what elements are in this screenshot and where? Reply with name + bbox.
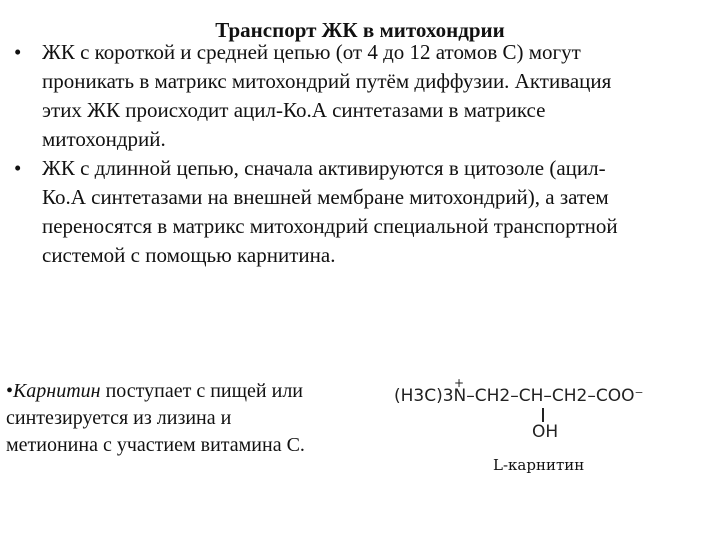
carnitine-term: Карнитин bbox=[13, 380, 101, 402]
formula-vertical-bond bbox=[542, 408, 544, 422]
bullet-line: переносятся в матрикс митохондрий специальной транспортной bbox=[42, 214, 618, 238]
formula-caption: L-карнитин bbox=[493, 456, 585, 474]
bullet-line: этих ЖК происходит ацил-Ко.А синтетазами в матриксе bbox=[42, 98, 546, 122]
bullet-line: митохондрий. bbox=[42, 127, 166, 151]
bullet-marker: • bbox=[14, 156, 22, 180]
bullet-line: системой с помощью карнитина. bbox=[42, 243, 336, 267]
bullet-item-short-chain bbox=[14, 38, 704, 154]
carnitine-note-line: синтезируется из лизина и bbox=[6, 407, 232, 429]
carnitine-note bbox=[6, 378, 386, 459]
carnitine-note-line: метионина с участием витамина С. bbox=[6, 434, 305, 456]
bullet-line: Ко.А синтетазами на внешней мембране митохондрий), а затем bbox=[42, 185, 609, 209]
bullet-item-long-chain bbox=[14, 154, 704, 270]
carnitine-note-line bbox=[6, 378, 386, 405]
bullet-marker: • bbox=[14, 40, 22, 64]
carnitine-note-text: поступает с пищей или bbox=[100, 380, 303, 402]
formula-charge: + bbox=[454, 376, 465, 390]
slide-title: Транспорт ЖК в митохондрии bbox=[215, 18, 505, 42]
carnitine-structural-formula bbox=[394, 376, 704, 452]
formula-chain: (H3C)3N–CH2–CH–CH2–COO⁻ bbox=[394, 386, 644, 406]
formula-hydroxyl: OH bbox=[532, 422, 559, 442]
bullet-line: ЖК с короткой и средней цепью (от 4 до 12 атомов С) могут bbox=[42, 40, 581, 64]
bullet-marker: • bbox=[6, 380, 14, 402]
bullet-list bbox=[14, 38, 704, 270]
bullet-line: ЖК с длинной цепью, сначала активируются в цитозоле (ацил- bbox=[42, 156, 606, 180]
bullet-line: проникать в матрикс митохондрий путём диффузии. Активация bbox=[42, 69, 612, 93]
